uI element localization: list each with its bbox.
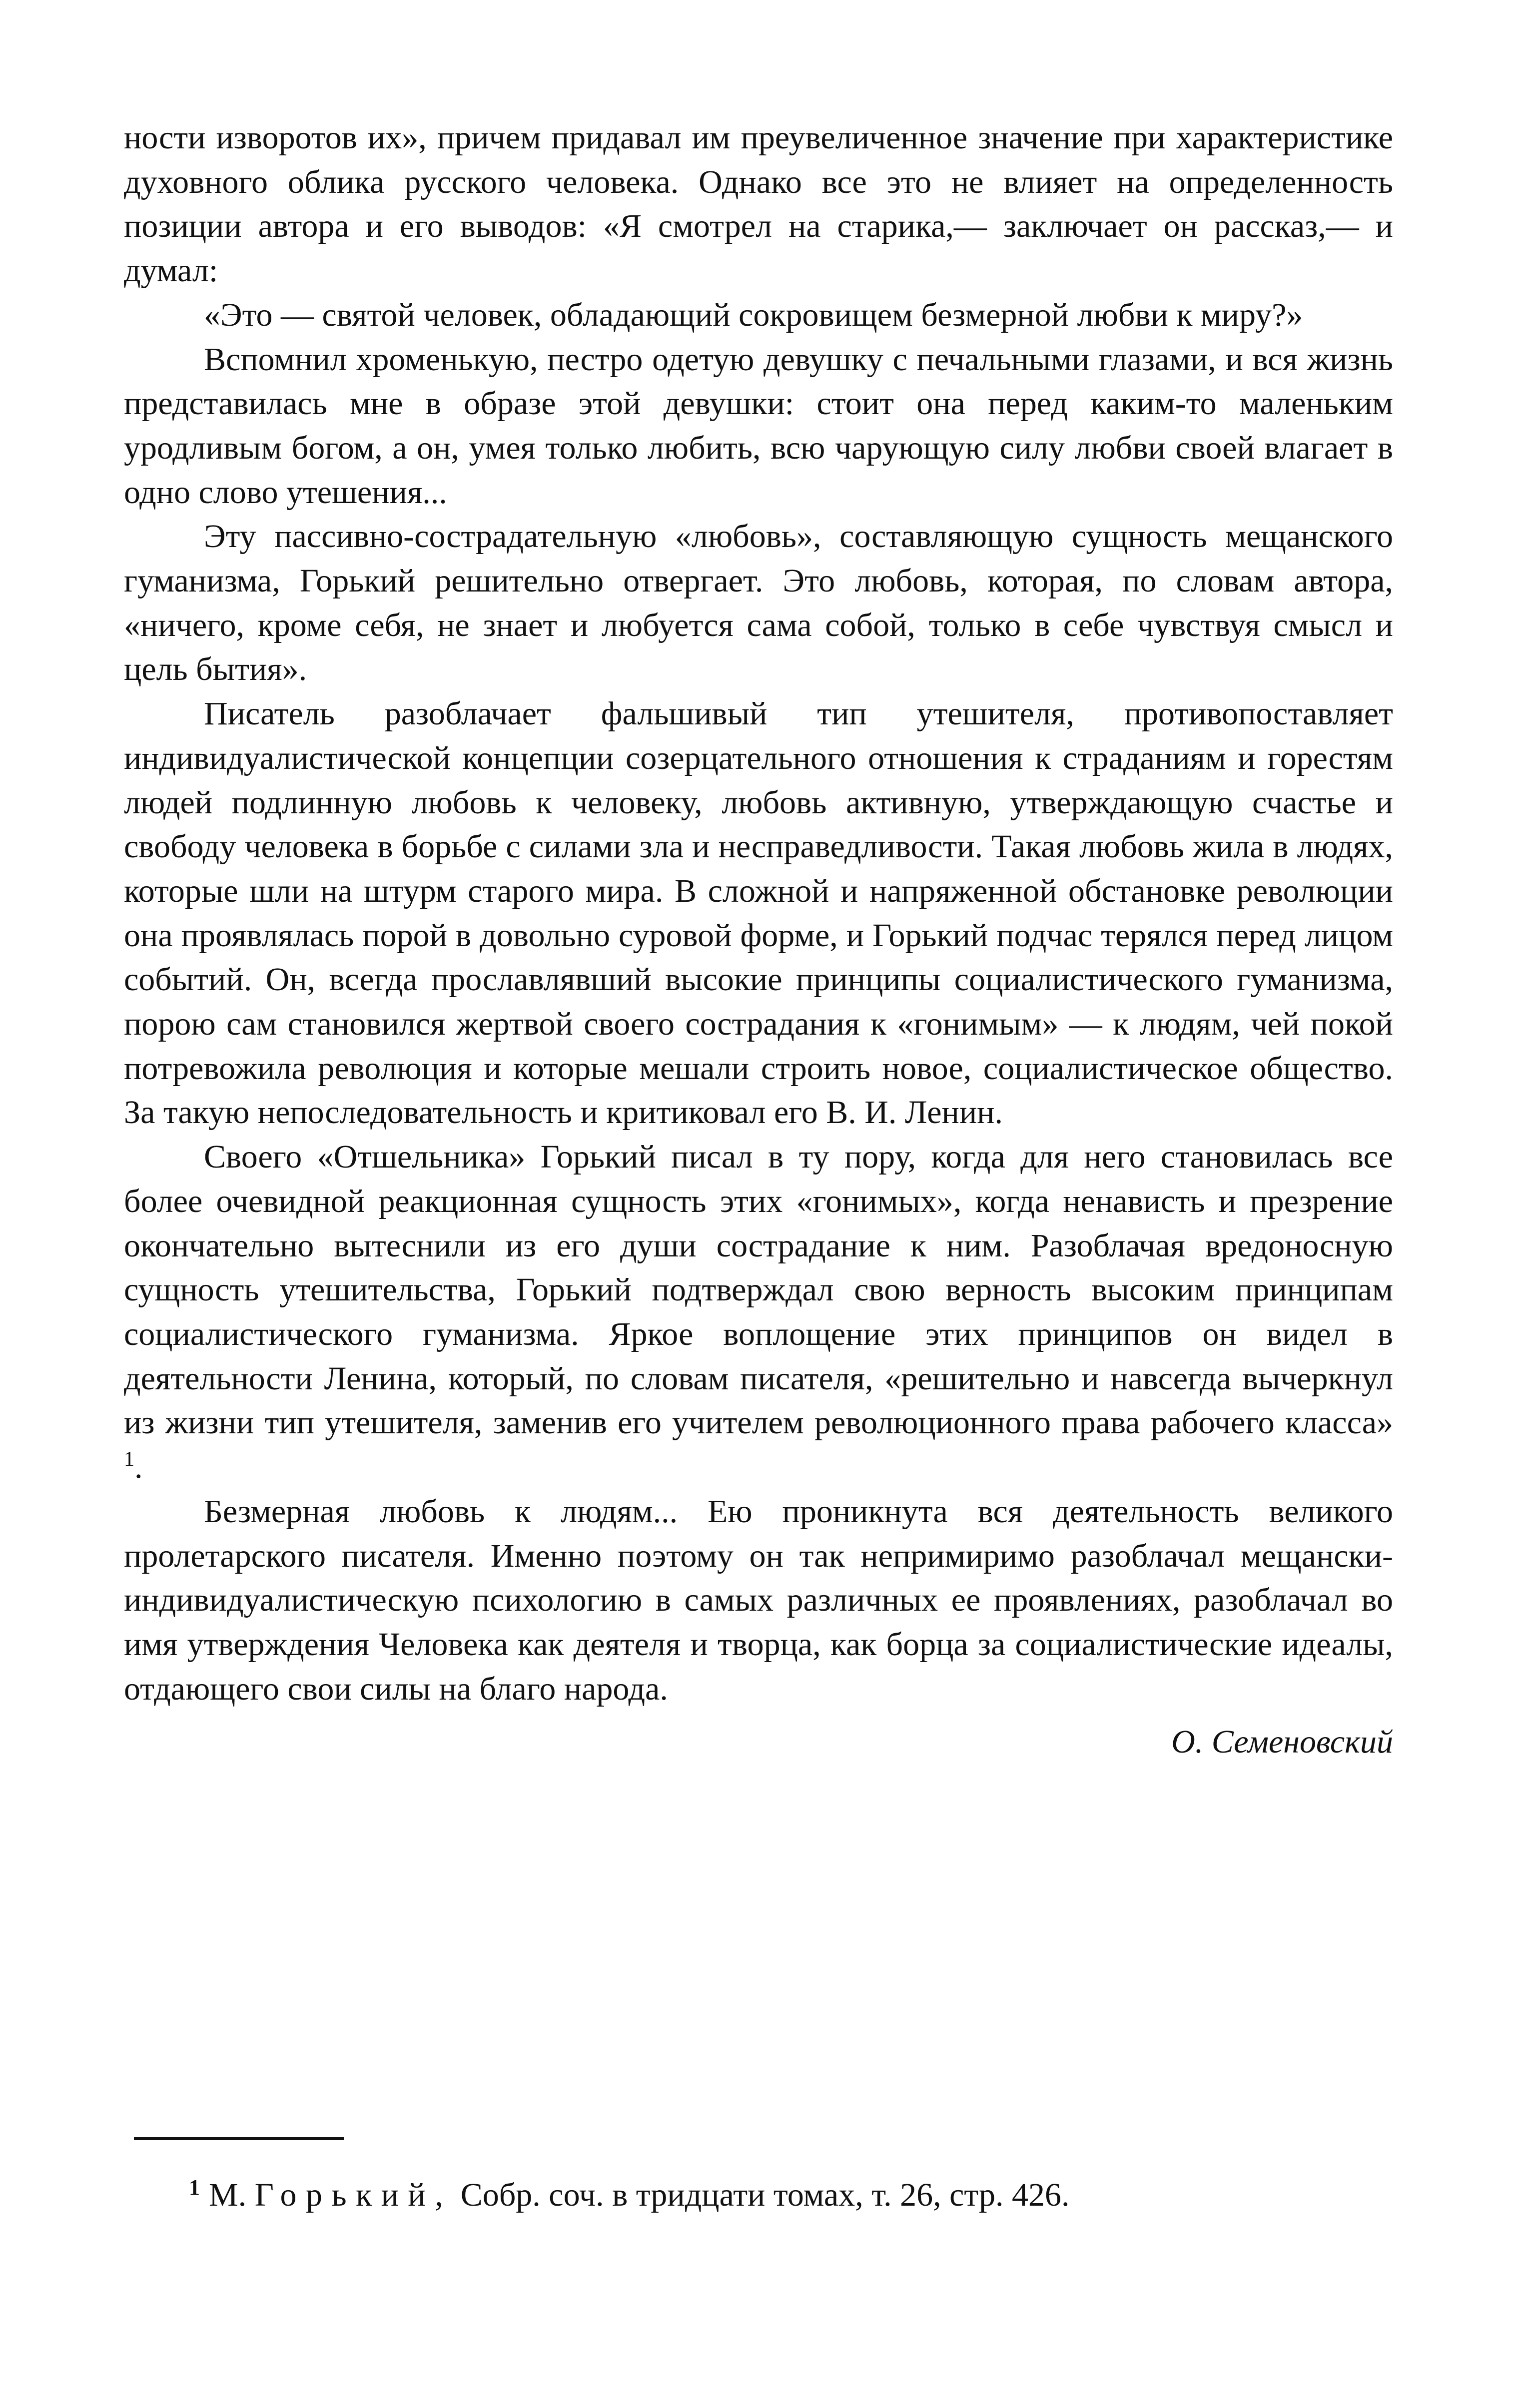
paragraph-5: Писатель разоблачает фальшивый тип утешителя, противопоставляет индивидуалистической концепции созерцательного отношения к страданиям и горестям людей подлинную любовь к человеку, любовь активную, утверждающую счастье и свободу человека в борьбе с силами зла и несправедливости. Такая любовь жила в людях, которые шли на штурм старого мира. В сложной и напряженной обстановке революции она проявлялась порой в довольно суровой форме, и Горький подчас терялся перед лицом событий. Он, всегда прославлявший высокие принципы социалистического гуманизма, порою сам становился жертвой своего сострадания к «гонимым» — к людям, чей покой потревожила революция и которые мешали строить новое, социалистическое общество. За такую непоследовательность и критиковал его В. И. Ленин. [124,695,1393,1131]
paragraph-2-quote: «Это — святой человек, обладающий сокровищем безмерной любви к миру?» [204,296,1303,333]
paragraph-3: Вспомнил хроменькую, пестро одетую девушку с печальными глазами, и вся жизнь представилась мне в образе этой девушки: стоит она перед каким-то маленьким уродливым богом, а он, умея только любить, всю чарующую силу любви своей влагает в одно слово утешения... [124,341,1393,511]
footnote-divider [134,2137,344,2140]
footnote [189,2173,1338,2221]
paragraph-6-text: Своего «Отшельника» Горький писал в ту пору, когда для него становилась все более очевидной реакционная сущность этих «гонимых», когда ненависть и презрение окончательно вытеснили из его души сострадание к ним. Разоблачая вредоносную сущность утешительства, Горький подтверждал свою верность высоким принципам социалистического гуманизма. Яркое воплощение этих принципов он видел в деятельности Ленина, который, по словам писателя, «решительно и навсегда вычеркнул из жизни тип утешителя, заменив его учителем революционного права рабочего класса» [124,1139,1393,1441]
footnote-mark: 1 [189,2175,200,2200]
footnote-reference[interactable]: 1 [124,1448,134,1471]
footnote-source: Собр. соч. в тридцати томах, т. 26, стр. 426. [460,2177,1070,2213]
paragraph-7: Безмерная любовь к людям... Ею проникнута вся деятельность великого пролетарского писателя. Именно поэтому он так непримиримо разоблачал мещански-индивидуалистическую психологию в самых различных ее проявлениях, разоблачал во имя утверждения Человека как деятеля и творца, как борца за социалистические идеалы, отдающего свои силы на благо народа. [124,1493,1393,1707]
footnote-author-initial: М. [209,2177,247,2213]
footnote-author-name: Горький, [254,2177,453,2213]
author-signature: О. Семеновский [1171,1724,1393,1761]
paragraph-1: ности изворотов их», причем придавал им преувеличенное значение при характеристике духовного облика русского человека. Однако все это не влияет на определенность позиции автора и его выводов: «Я смотрел на старика,— заключает он рассказ,— и думал: [124,119,1393,289]
paragraph-6 [124,1135,1393,1490]
footnote-reference-period: . [134,1449,143,1486]
article-body [124,116,1393,1764]
paragraph-4: Эту пассивно-сострадательную «любовь», составляющую сущность мещанского гуманизма, Горький решительно отвергает. Это любовь, которая, по словам автора, «ничего, кроме себя, не знает и любуется сама собой, только в себе чувствуя смысл и цель бытия». [124,518,1393,688]
